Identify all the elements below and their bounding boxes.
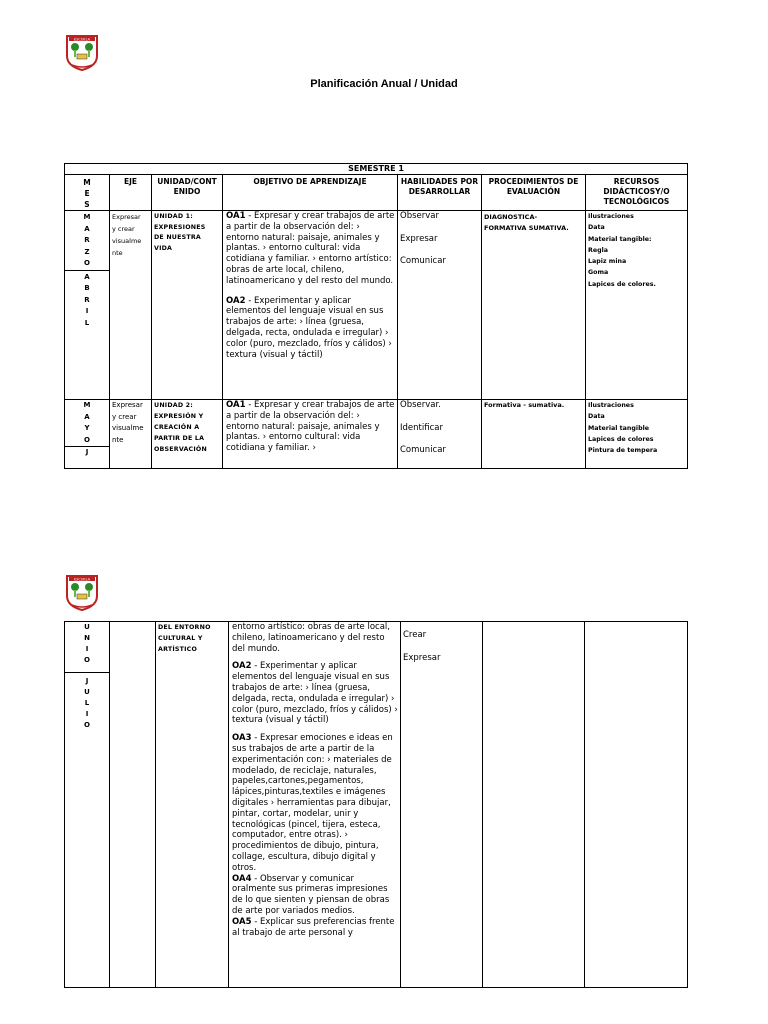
- oa5-code: OA5: [232, 916, 252, 927]
- planning-table-page2: [64, 621, 688, 988]
- semester-header: SEMESTRE 1: [65, 164, 688, 175]
- recurso-item: Data: [588, 224, 605, 232]
- oa1-code: OA1: [226, 400, 246, 410]
- unidad-cell: UNIDAD 1: EXPRESIONES DE NUESTRA VIDA: [152, 211, 223, 400]
- habilidad-item: Crear: [403, 630, 427, 640]
- col-eje: EJE: [110, 175, 152, 211]
- oa2-text: - Experimentar y aplicar elementos del lenguaje visual en sus trabajos de arte: › línea (gruesa, delgada, recta, ondulada e irregular) › color (puro, mezclado, fríos y cálidos) › textura (visual y táctil): [232, 661, 398, 726]
- recurso-item: Ilustraciones: [588, 213, 634, 220]
- col-recursos: RECURSOS DIDÁCTICOSY/O TECNOLÓGICOS: [586, 175, 688, 211]
- obj-intro: entorno artístico: obras de arte local, chileno, latinoamericano y del resto del mundo.: [232, 622, 390, 654]
- recurso-item: Data: [588, 413, 605, 421]
- procedimientos-cell: Formativa - sumativa.: [482, 400, 586, 469]
- oa2-text: - Experimentar y aplicar elementos del lenguaje visual en sus trabajos de arte: › línea (gruesa, delgada, recta, ondulada e irregular) › color (puro, mezclado, fríos y cálidos) › textura (visual y táctil): [226, 295, 392, 360]
- month-junio-end: U N I O: [84, 623, 90, 664]
- recurso-item: Lapices de colores: [588, 435, 654, 443]
- oa3-code: OA3: [232, 733, 252, 744]
- month-marzo: M A R Z O: [83, 213, 91, 267]
- col-mes: M E S: [65, 175, 110, 211]
- oa2-code: OA2: [226, 295, 246, 306]
- school-crest-logo: [62, 572, 102, 612]
- habilidades-cell: [398, 400, 482, 469]
- crest-text: ESCUELA: [73, 37, 91, 42]
- month-cell: [65, 622, 110, 988]
- crest-text: ESCUELA: [73, 577, 91, 582]
- oa1-code: OA1: [226, 211, 246, 221]
- recurso-item: Pintura de tempera: [588, 447, 658, 455]
- table-row: [65, 622, 688, 988]
- month-cell: [65, 211, 110, 400]
- unidad-cell: UNIDAD 2: EXPRESIÓN Y CREACIÓN A PARTIR DE LA OBSERVACIÓN: [152, 400, 223, 469]
- eje-cell: Expresar y crear visualme nte: [110, 400, 152, 469]
- recurso-item: Material tangible: [588, 424, 650, 432]
- habilidad-item: Observar: [400, 211, 439, 221]
- month-mayo: M A Y O: [83, 401, 91, 444]
- recurso-item: Goma: [588, 269, 609, 277]
- habilidad-item: Identificar: [400, 422, 443, 433]
- habilidad-item: Comunicar: [400, 256, 446, 266]
- page-title: Planificación Anual / Unidad: [310, 78, 458, 90]
- table-row: [65, 211, 688, 400]
- habilidad-item: Expresar: [400, 233, 438, 244]
- procedimientos-cell: DIAGNOSTICA- FORMATIVA SUMATIVA.: [482, 211, 586, 400]
- oa5-text: - Explicar sus preferencias frente al trabajo de arte personal y: [232, 916, 395, 938]
- habilidad-item: Comunicar: [400, 445, 446, 455]
- habilidad-item: Expresar: [403, 652, 441, 663]
- recursos-cell: [586, 400, 688, 469]
- unidad-cell: DEL ENTORNO CULTURAL Y ARTÍSTICO: [156, 622, 229, 988]
- table-row: [65, 400, 688, 469]
- col-objetivo: OBJETIVO DE APRENDIZAJE: [223, 175, 398, 211]
- school-crest-logo: [62, 32, 102, 72]
- oa4-text: - Observar y comunicar oralmente sus primeras impresiones de lo que sienten y piensan de obras de arte por variados medios.: [232, 873, 390, 916]
- recursos-cell: [586, 211, 688, 400]
- eje-cell: Expresar y crear visualme nte: [110, 211, 152, 400]
- recurso-item: Lapices de colores.: [588, 280, 656, 288]
- oa1-text: - Expresar y crear trabajos de arte a partir de la observación del: › entorno natural: paisaje, animales y plantas. › entorno cultural: vida cotidiana y familiar. ›: [226, 400, 395, 454]
- habilidades-cell: [401, 622, 483, 988]
- recurso-item: Lapiz mina: [588, 258, 627, 266]
- recursos-cell: [585, 622, 688, 988]
- oa3-text: - Expresar emociones e ideas en sus trabajos de arte a partir de la experimentación con: › materiales de modelado, de reciclaje, naturales, papeles,cartones,pegamentos, lápices,pinturas,textiles e imágenes digitales › herramientas para dibujar, pintar, cortar, modelar, unir y tecnológicas (pincel, tijera, esteca, computador, entre otras). › procedimientos de dibujo, pintura, collage, escultura, dibujo digital y otros.: [232, 733, 393, 873]
- objetivo-cell: [229, 622, 401, 988]
- eje-cell: [110, 622, 156, 988]
- oa2-code: OA2: [232, 661, 252, 672]
- col-unidad: UNIDAD/CONT ENIDO: [152, 175, 223, 211]
- planning-table-page1: [64, 163, 688, 469]
- recurso-item: Regla: [588, 246, 609, 254]
- col-procedimientos: PROCEDIMIENTOS DE EVALUACIÓN: [482, 175, 586, 211]
- habilidades-cell: [398, 211, 482, 400]
- month-cell: [65, 400, 110, 469]
- habilidad-item: Observar.: [400, 400, 441, 410]
- month-julio: J U L I O: [65, 672, 110, 731]
- col-habilidades: HABILIDADES POR DESARROLLAR: [398, 175, 482, 211]
- recurso-item: Material tangible:: [588, 235, 652, 243]
- recurso-item: Ilustraciones: [588, 402, 634, 409]
- procedimientos-cell: [483, 622, 585, 988]
- oa1-text: - Expresar y crear trabajos de arte a partir de la observación del: › entorno natural: paisaje, animales y plantas. › entorno cultural: vida cotidiana y familiar. › entorno artístico: obras de arte local, chileno, latinoamericano y del resto del mundo.: [226, 211, 395, 286]
- month-junio-start: J: [65, 446, 110, 459]
- oa4-code: OA4: [232, 873, 252, 884]
- objetivo-cell: [223, 400, 398, 469]
- objetivo-cell: [223, 211, 398, 400]
- month-abril: A B R I L: [65, 270, 110, 330]
